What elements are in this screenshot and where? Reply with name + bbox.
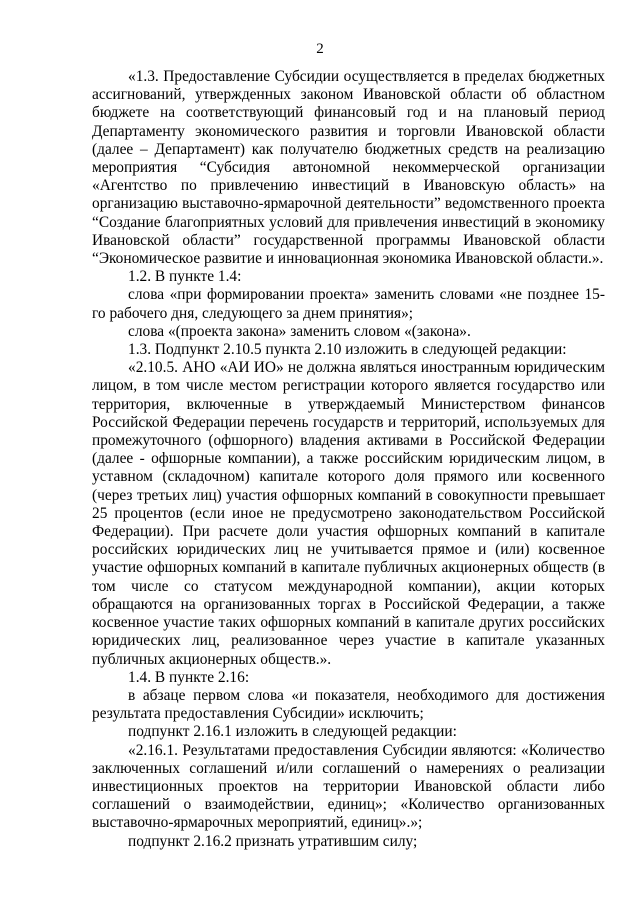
page-number: 2	[316, 41, 324, 57]
paragraph-2-16-first-abzac: в абзаце первом слова «и показателя, необходимого для достижения результата предоставления Субсидии» исключить;	[92, 686, 605, 723]
paragraph-1-2-law-replace: слова «(проекта закона» заменить словом «(закона».	[128, 322, 471, 340]
paragraph-2-16-1-results: «2.16.1. Результатами предоставления Субсидии являются: «Количество заключенных соглашений и/или соглашений о намерениях о реализации инвестиционных проектов на территории Ивановской области либо соглашений о взаимодействии, единиц»; «Количество организованных выставочно-ярмарочных мероприятий, единиц».»;	[92, 741, 605, 832]
paragraph-1-4-heading: 1.4. В пункте 2.16:	[128, 668, 250, 686]
paragraph-2-16-1-heading: подпункт 2.16.1 изложить в следующей редакции:	[128, 723, 457, 741]
paragraph-1-2-heading: 1.2. В пункте 1.4:	[128, 268, 242, 286]
paragraph-1-3-subsidy: «1.3. Предоставление Субсидии осуществляется в пределах бюджетных ассигнований, утвержденных законом Ивановской области об областном бюджете на соответствующий финансовый год и на плановый период Департаменту экономического развития и торговли Ивановской области (далее – Департамент) как получателю бюджетных средств на реализацию мероприятия “Субсидия автономной некоммерческой организации «Агентство по привлечению инвестиций в Ивановскую область» на организацию выставочно-ярмарочной деятельности” ведомственного проекта “Создание благоприятных условий для привлечения инвестиций в экономику Ивановской области” государственной программы Ивановской области “Экономическое развитие и инновационная экономика Ивановской области.».	[92, 68, 605, 268]
paragraph-1-2-words-replace: слова «при формировании проекта» заменить словами «не позднее 15-го рабочего дня, следующего за днем принятия»;	[92, 286, 605, 322]
paragraph-2-10-5: «2.10.5. АНО «АИ ИО» не должна являться иностранным юридическим лицом, в том числе местом регистрации которого является государство или территория, включенные в утверждаемый Министерством финансов Российской Федерации перечень государств и территорий, используемых для промежуточного (офшорного) владения активами в Российской Федерации (далее - офшорные компании), а также российским юридическим лицом, в уставном (складочном) капитале которого доля прямого или косвенного (через третьих лиц) участия офшорных компаний в совокупности превышает 25 процентов (если иное не предусмотрено законодательством Российской Федерации). При расчете доли участия офшорных компаний в капитале российских юридических лиц не учитывается прямое и (или) косвенное участие офшорных компаний в капитале публичных акционерных обществ (в том числе со статусом международной компании), акции которых обращаются на организованных торгах в Российской Федерации, а также косвенное участие таких офшорных компаний в капитале других российских юридических лиц, реализованное через участие в капитале указанных публичных акционерных обществ.».	[92, 359, 605, 668]
document-body	[92, 68, 605, 851]
paragraph-1-3-heading: 1.3. Подпункт 2.10.5 пункта 2.10 изложить в следующей редакции:	[128, 341, 567, 359]
paragraph-2-16-2-repeal: подпункт 2.16.2 признать утратившим силу;	[128, 832, 418, 850]
